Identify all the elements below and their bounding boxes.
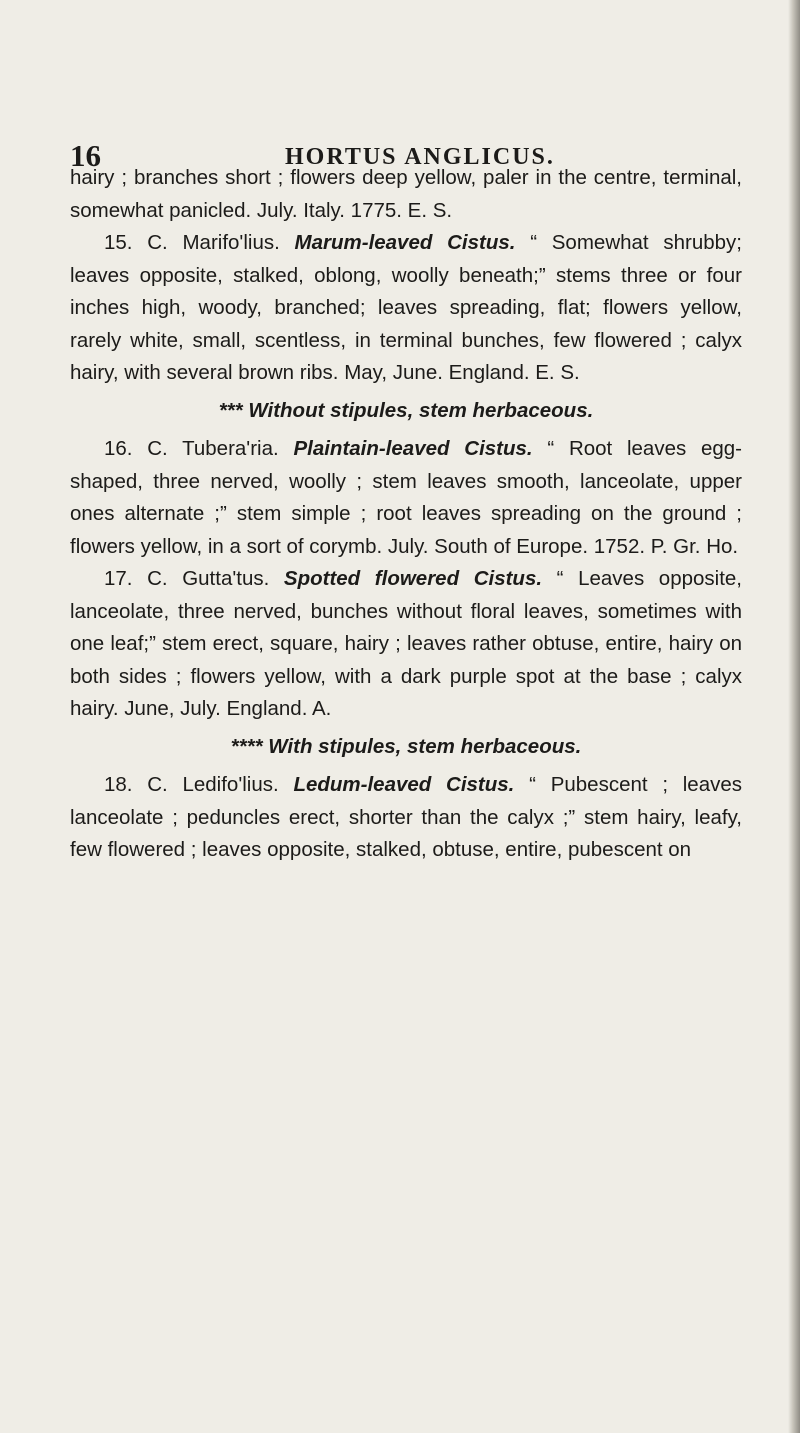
entry-18-common-name: Ledum-leaved Cistus. [293,773,515,796]
section-heading-without-stipules: *** Without stipules, stem herbaceous. [218,398,594,422]
entry-15 [70,227,742,390]
entry-15-description: “ Somewhat shrubby; leaves opposite, stalked, oblong, woolly beneath;” stems three or four inches high, woody, branched; leaves spreading, flat; flowers yellow, rarely white, small, scentless, in terminal bunches, few flowered ; calyx hairy, with several brown ribs. May, June. England. E. S. [70,231,742,384]
entry-17-common-name: Spotted flowered Cistus. [283,567,543,590]
entry-17 [70,563,742,726]
page-edge-shadow [788,0,800,1433]
running-title: HORTUS ANGLICUS. [285,144,555,170]
entry-16-number: 16. C. Tubera'ria. [104,437,279,460]
entry-18 [70,769,742,867]
page-number: 16 [70,138,101,173]
entry-16-common-name: Plaintain-leaved Cistus. [293,437,533,460]
entry-16-description: “ Root leaves egg-shaped, three nerved, woolly ; stem leaves smooth, lanceolate, upper ones alternate ;” stem simple ; root leaves spreading on the ground ; flowers yellow, in a sort of corymb. July. South of Europe. 1752. P. Gr. Ho. [70,437,743,558]
entry-17-description: “ Leaves opposite, lanceolate, three nerved, bunches without floral leaves, sometimes with one leaf;” stem erect, square, hairy ; leaves rather obtuse, entire, hairy on both sides ; flowers yellow, with a dark purple spot at the base ; calyx hairy. June, July. England. A. [70,567,742,720]
entry-18-number: 18. C. Ledifo'lius. [104,773,279,796]
entry-15-common-name: Marum-leaved Cistus. [294,231,516,254]
entry-18-description: “ Pubescent ; leaves lanceolate ; peduncles erect, shorter than the calyx ;” stem hairy, leafy, few flowered ; leaves opposite, stalked, obtuse, entire, pubescent on [70,773,743,861]
entry-15-number: 15. C. Marifo'lius. [104,231,280,254]
entry-16 [70,433,742,563]
entry-17-number: 17. C. Gutta'tus. [104,567,270,590]
section-heading-with-stipules: **** With stipules, stem herbaceous. [230,734,582,758]
body-text [70,162,742,867]
continued-paragraph: hairy ; branches short ; flowers deep yellow, paler in the centre, terminal, somewhat panicled. July. Italy. 1775. E. S. [70,166,742,222]
